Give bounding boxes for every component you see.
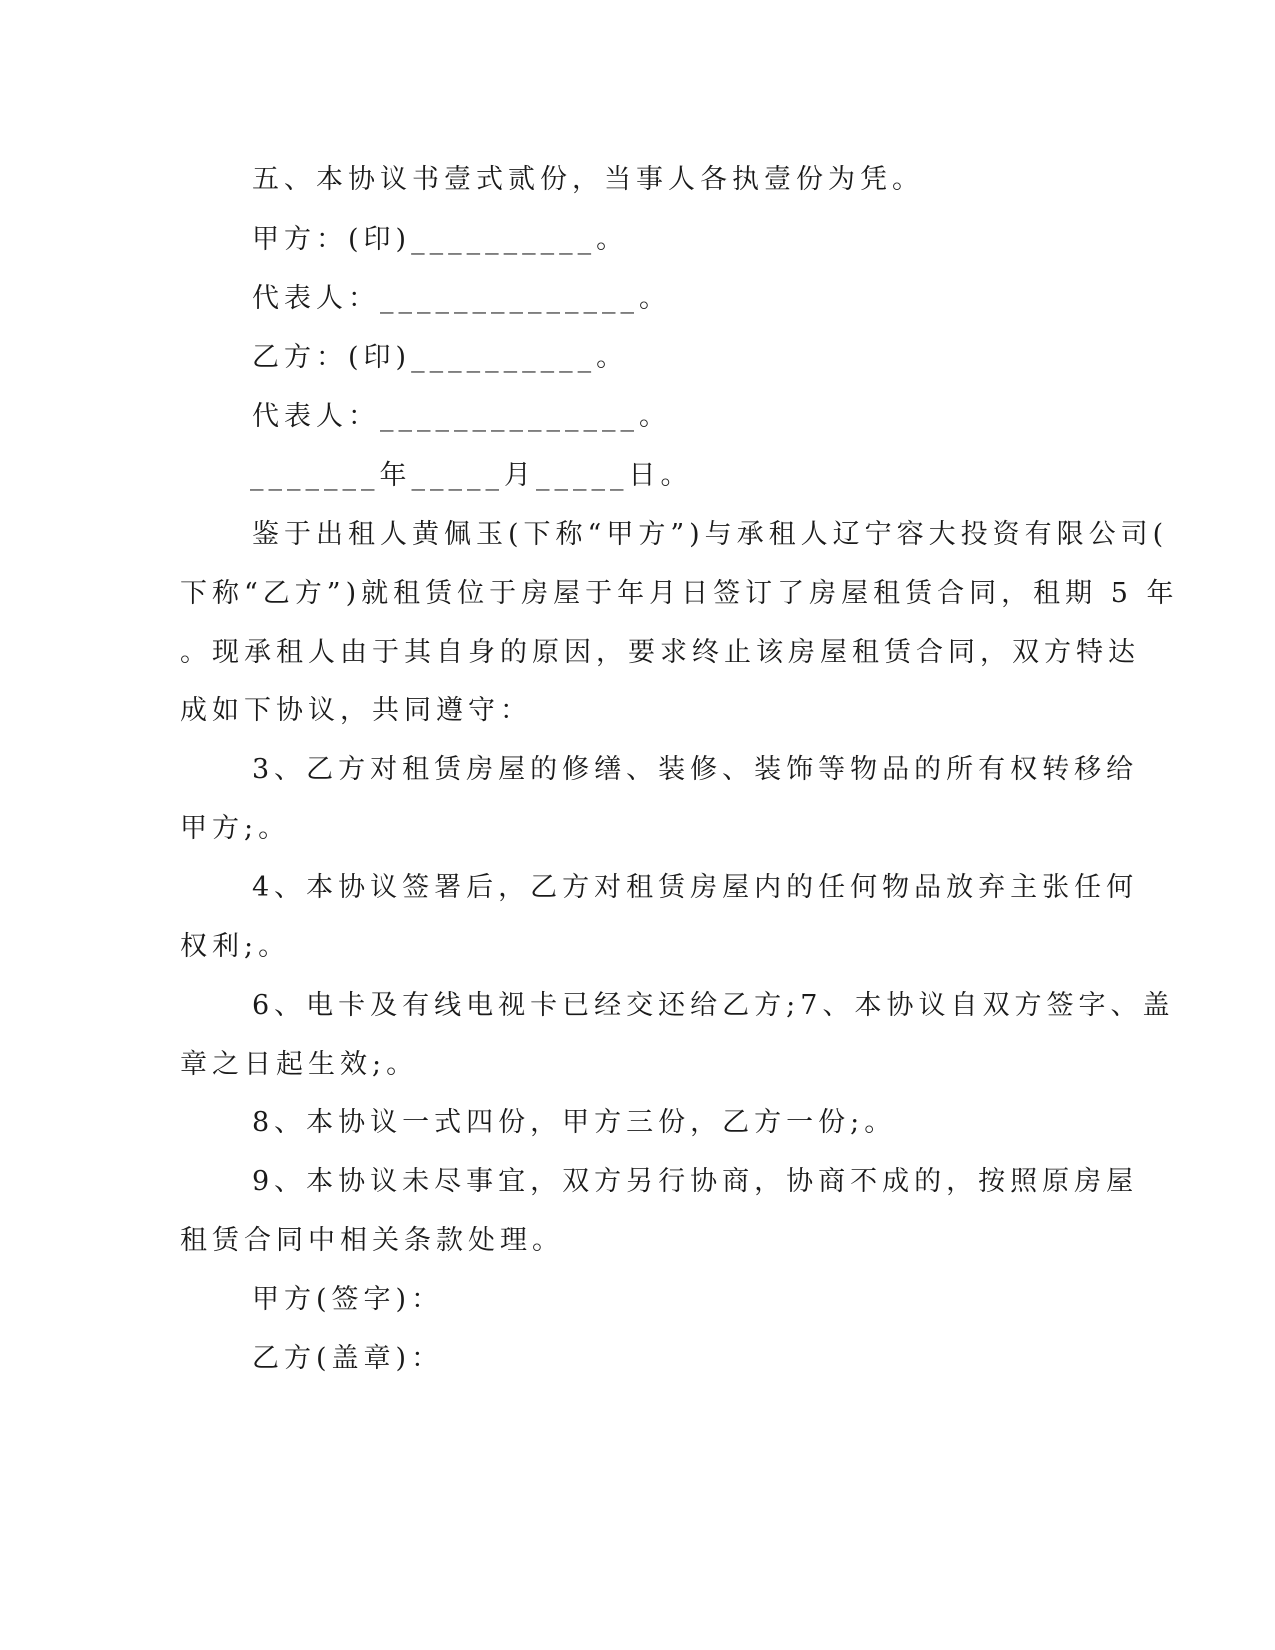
party-a-seal-line: 甲方：(印)__________。 [252, 224, 629, 255]
party-b-stamp-line: 乙方(盖章)： [252, 1343, 444, 1374]
preamble-line-2: 下称“乙方”)就租赁位于房屋于年月日签订了房屋租赁合同，租期 5 年 [180, 578, 1179, 609]
date-line: _______年_____月_____日。 [250, 460, 693, 491]
clause-nine-line-1: 9、本协议未尽事宜，双方另行协商，协商不成的，按照原房屋 [252, 1166, 1139, 1197]
preamble-line-3: 。现承租人由于其自身的原因，要求终止该房屋租赁合同，双方特达 [180, 637, 1140, 668]
party-a-representative-line: 代表人：______________。 [252, 283, 671, 314]
clause-nine-line-2: 租赁合同中相关条款处理。 [180, 1225, 564, 1256]
clause-six-seven-line-1: 6、电卡及有线电视卡已经交还给乙方;7、本协议自双方签字、盖 [252, 990, 1175, 1021]
party-b-seal-line: 乙方：(印)__________。 [252, 342, 629, 373]
clause-three-line-1: 3、乙方对租赁房屋的修缮、装修、装饰等物品的所有权转移给 [252, 754, 1139, 785]
clause-six-seven-line-2: 章之日起生效;。 [180, 1049, 419, 1080]
clause-four-line-1: 4、本协议签署后，乙方对租赁房屋内的任何物品放弃主张任何 [252, 872, 1139, 903]
clause-eight: 8、本协议一式四份，甲方三份，乙方一份;。 [252, 1107, 897, 1138]
clause-three-line-2: 甲方;。 [180, 813, 291, 844]
clause-four-line-2: 权利;。 [180, 931, 291, 962]
preamble-line-1: 鉴于出租人黄佩玉(下称“甲方”)与承租人辽宁容大投资有限公司( [252, 519, 1169, 550]
party-a-signature-line: 甲方(签字)： [252, 1284, 444, 1315]
clause-five: 五、本协议书壹式贰份，当事人各执壹份为凭。 [252, 164, 924, 195]
preamble-line-4: 成如下协议，共同遵守： [180, 695, 532, 726]
party-b-representative-line: 代表人：______________。 [252, 401, 671, 432]
